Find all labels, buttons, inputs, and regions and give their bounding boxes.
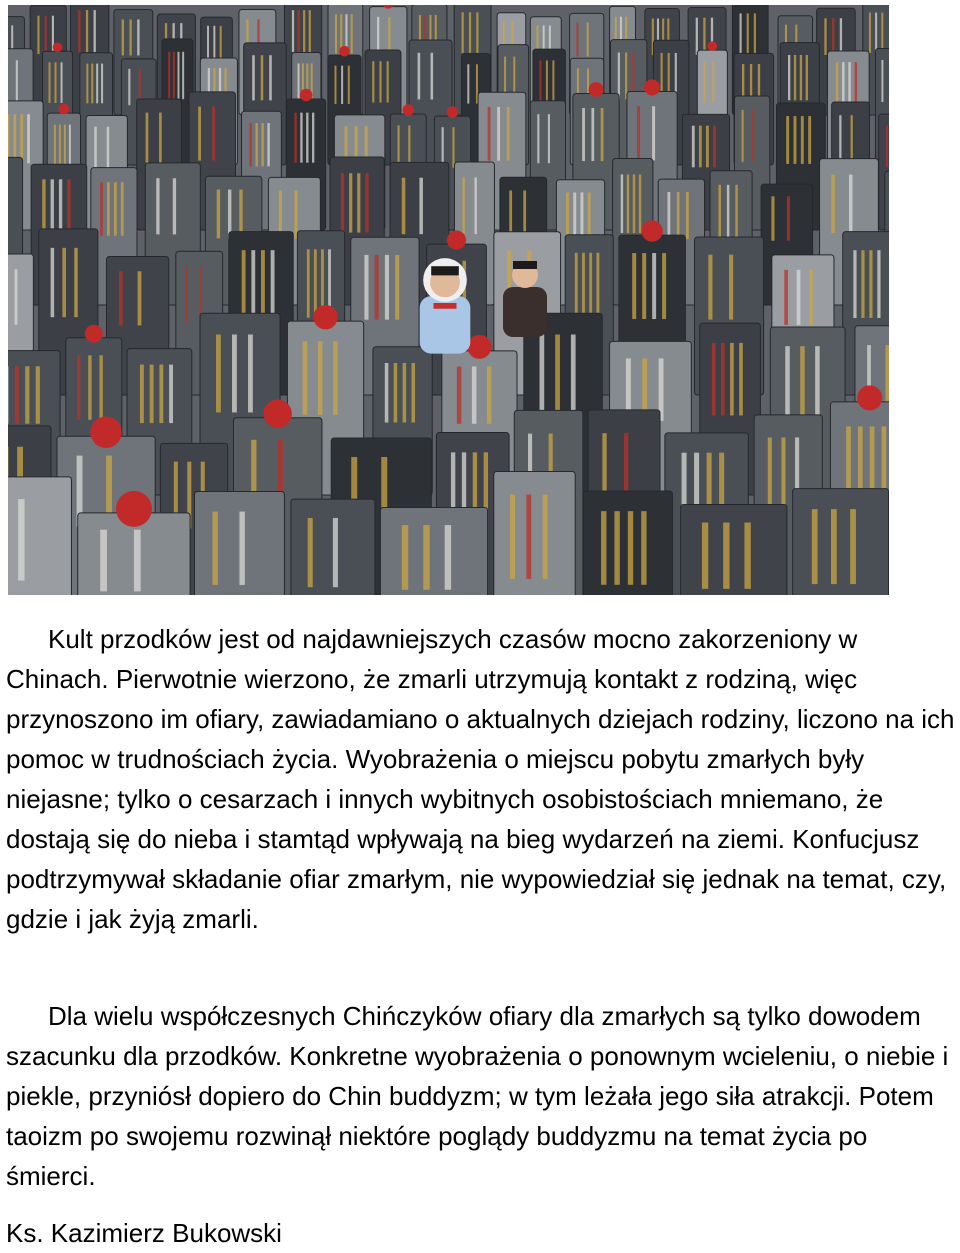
child-figure: [420, 258, 471, 353]
tombstone: [8, 477, 71, 595]
cemetery-illustration: [8, 5, 889, 595]
cemetery-photo: [8, 5, 889, 595]
tombstone: [380, 507, 487, 595]
tombstone: [494, 471, 575, 595]
tombstone: [793, 489, 889, 595]
article-paragraph-2: Dla wielu współczesnych Chińczyków ofiary dla zmarłych są tylko dowodem szacunku dla przodków. Konkretne wyobrażenia o ponownym wcieleniu, o niebie i piekle, przyniósł dopiero do Chin buddyzm; w tym leżała jego siła atrakcji. Potem taoizm po swojemu rozwinął niektóre poglądy buddyzmu na temat życia po śmierci.: [6, 996, 956, 1196]
article-paragraph-1: Kult przodków jest od najdawniejszych czasów mocno zakorzeniony w Chinach. Pierwotnie wierzono, że zmarli utrzymują kontakt z rodziną, więc przynoszono im ofiary, zawiadamiano o aktualnych dziejach rodziny, liczono na ich pomoc w trudnościach życia. Wyobrażenia o miejscu pobytu zmarłych były niejasne; tylko o cesarzach i innych wybitnych osobistościach mniemano, że dostają się do nieba i stamtąd wpływają na bieg wydarzeń na ziemi. Konfucjusz podtrzymywał składanie ofiar zmarłym, nie wypowiedział się jednak na temat, czy, gdzie i jak żyją zmarli.: [6, 619, 956, 939]
tombstone: [681, 504, 787, 595]
tombstone: [194, 492, 284, 595]
author-signature: Ks. Kazimierz Bukowski: [6, 1213, 956, 1253]
tombstone: [583, 491, 672, 595]
tombstone: [291, 499, 375, 595]
